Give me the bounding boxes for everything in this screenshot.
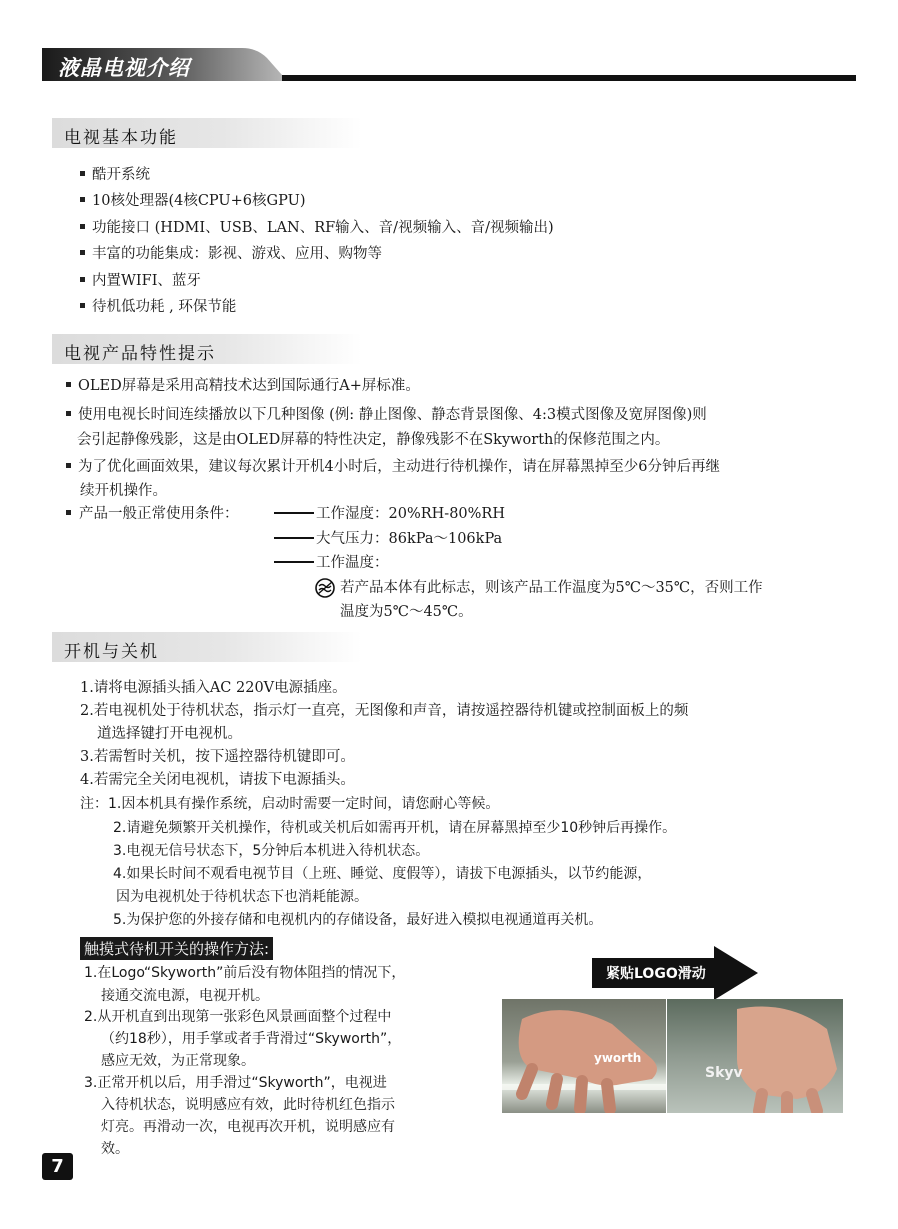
touch-step-continuation: 效。 [101,1141,129,1157]
page-header-title: 液晶电视介绍 [58,56,190,80]
touch-step-continuation: 感应无效，为正常现象。 [101,1053,255,1069]
list-item: 为了优化画面效果，建议每次累计开机4小时后，主动进行待机操作，请在屏幕黑掉至少6分钟后再继 [66,457,720,477]
power-note-continuation: 因为电视机处于待机状态下也消耗能源。 [116,889,368,905]
touch-section-title: 触摸式待机开关的操作方法: [80,937,273,960]
list-item: 10核处理器(4核CPU+6核GPU) [80,191,306,211]
section-title: 电视基本功能 [64,128,178,148]
list-item: 丰富的功能集成：影视、游戏、应用、购物等 [80,244,382,264]
power-note: 注：1.因本机具有操作系统，启动时需要一定时间，请您耐心等候。 [80,796,500,812]
hand-photo-illustration [667,999,843,1113]
power-note: 3.电视无信号状态下，5分钟后本机进入待机状态。 [113,843,430,859]
touch-photo-before [502,999,666,1113]
list-item-continuation: 会引起静像残影，这是由OLED屏幕的特性决定，静像残影不在Skyworth的保修范围之内。 [77,432,670,448]
condition-humidity: 工作湿度：20%RH-80%RH [274,504,505,524]
power-step-continuation: 道选择键打开电视机。 [97,726,242,742]
section-header-features [52,334,362,364]
section-title: 开机与关机 [64,642,159,662]
condition-pressure: 大气压力：86kPa～106kPa [274,529,502,549]
section-header-basic [52,118,362,148]
temperature-symbol-icon [314,578,336,598]
arrow-label: 紧贴LOGO滑动 [606,966,706,982]
touch-step: 3.正常开机以后，用手滑过“Skyworth”，电视进 [84,1075,387,1091]
touch-step-continuation: 灯亮。再滑动一次，电视再次开机，说明感应有 [101,1119,395,1135]
section-title: 电视产品特性提示 [64,344,216,364]
list-item: 酷开系统 [80,165,150,185]
touch-step: 2.从开机直到出现第一张彩色风景画面整个过程中 [84,1009,392,1025]
touch-step-continuation: （约18秒），用手掌或者手背滑过“Skyworth”， [101,1031,402,1047]
logo-text: Skyv [705,1065,743,1081]
section-header-power [52,632,362,662]
touch-step: 1.在Logo“Skyworth”前后没有物体阻挡的情况下， [84,965,406,981]
condition-temperature: 工作温度： [274,553,389,573]
temperature-note: 若产品本体有此标志，则该产品工作温度为5℃～35℃，否则工作 [340,580,763,596]
logo-text: yworth [594,1051,642,1065]
list-item: 使用电视长时间连续播放以下几种图像 (例: 静止图像、静态背景图像、4:3模式图像及宽屏图像)则 [66,405,707,425]
list-item: 待机低功耗 , 环保节能 [80,297,236,317]
list-item: OLED屏幕是采用高精技术达到国际通行A+屏标准。 [66,376,420,396]
header-rule [282,75,856,81]
power-step: 3.若需暂时关机，按下遥控器待机键即可。 [80,749,355,765]
list-item: 功能接口 (HDMI、USB、LAN、RF输入、音/视频输入、音/视频输出) [80,218,554,238]
power-note: 4.如果长时间不观看电视节目（上班、睡觉、度假等），请拔下电源插头，以节约能源， [113,866,652,882]
touch-step-continuation: 入待机状态，说明感应有效，此时待机红色指示 [101,1097,395,1113]
temperature-note-continuation: 温度为5℃～45℃。 [340,604,473,620]
touch-photo-after [667,999,843,1113]
page-number: 7 [42,1153,73,1180]
power-step: 2.若电视机处于待机状态，指示灯一直亮，无图像和声音，请按遥控器待机键或控制面板上的频 [80,703,689,719]
list-item: 内置WIFI、蓝牙 [80,271,201,291]
power-note: 5.为保护您的外接存储和电视机内的存储设备，最好进入模拟电视通道再关机。 [113,912,603,928]
list-item-continuation: 续开机操作。 [80,483,167,499]
touch-step-continuation: 接通交流电源，电视开机。 [101,988,269,1004]
hand-photo-illustration [502,999,666,1113]
power-note: 2.请避免频繁开关机操作，待机或关机后如需再开机，请在屏幕黑掉至少10秒钟后再操作。 [113,820,677,836]
conditions-label: 产品一般正常使用条件： [66,504,239,524]
power-step: 4.若需完全关闭电视机，请拔下电源插头。 [80,772,355,788]
power-step: 1.请将电源插头插入AC 220V电源插座。 [80,680,347,696]
